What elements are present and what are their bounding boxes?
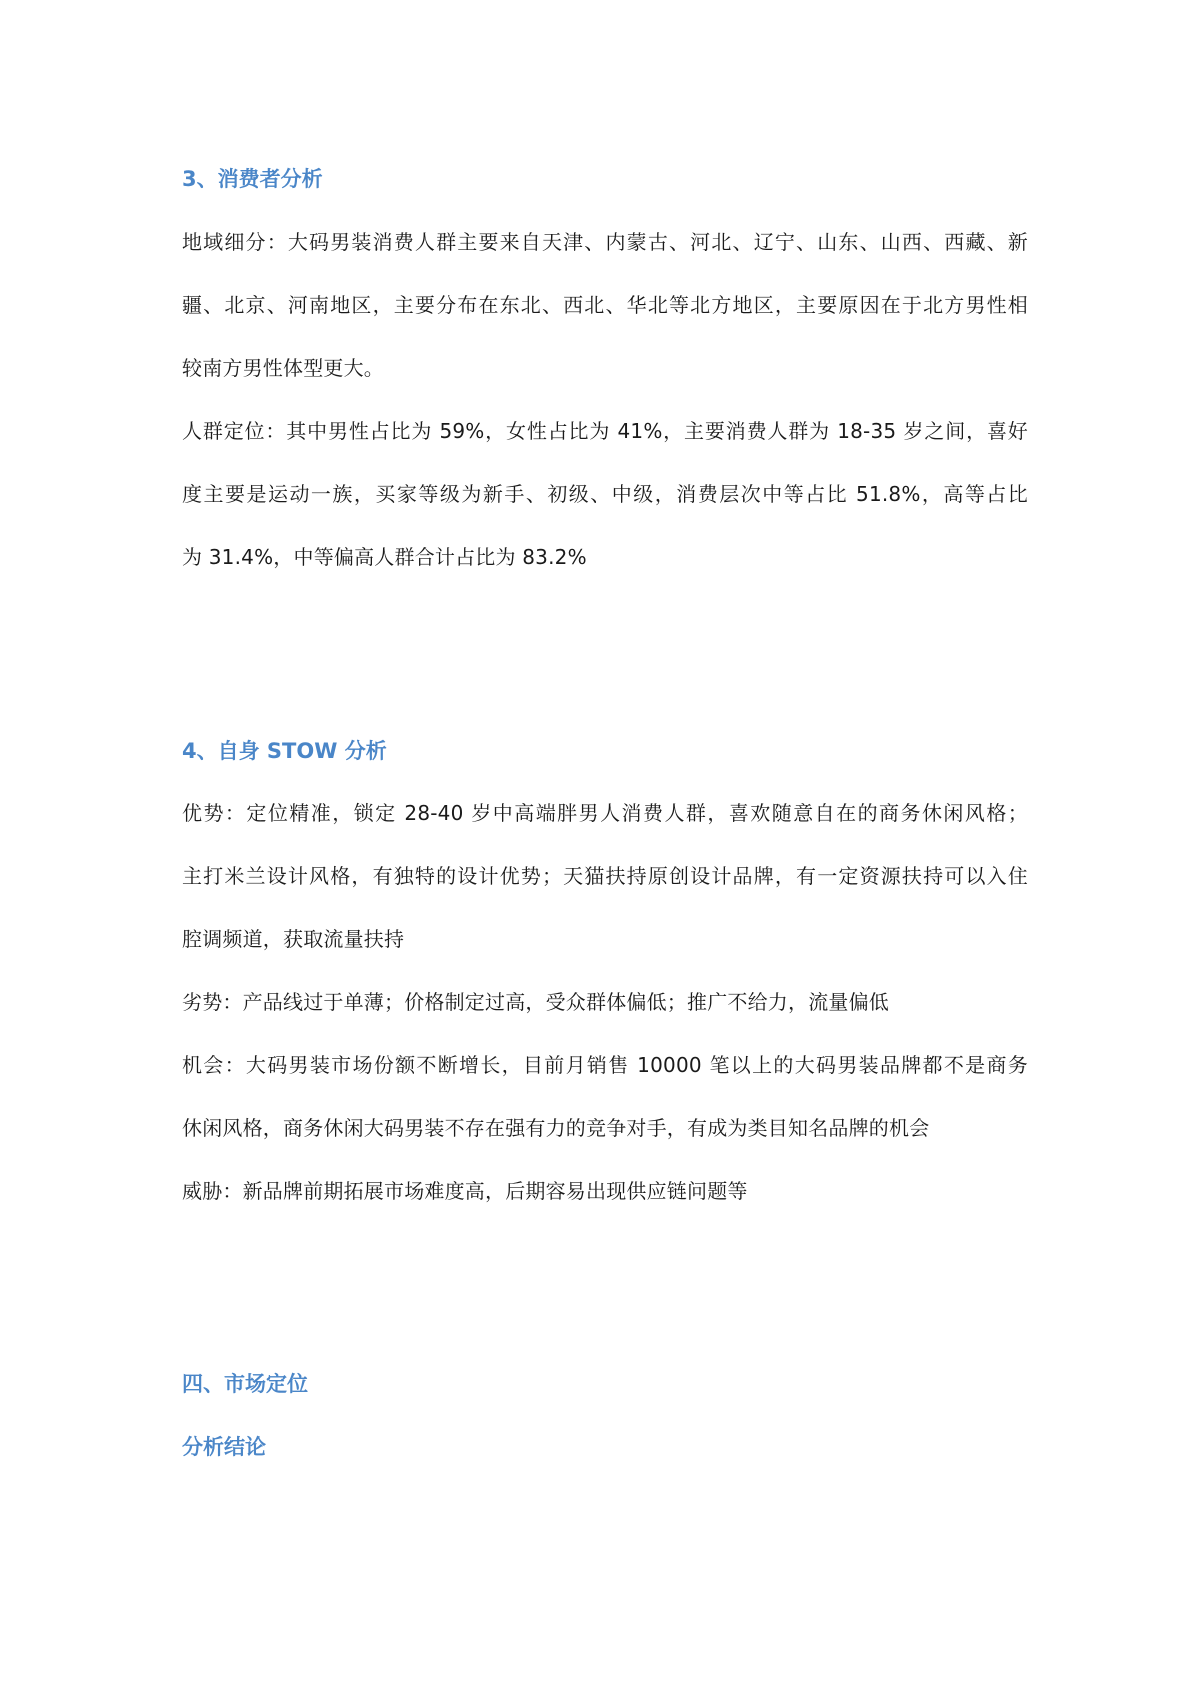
geo-line-1: 地域细分：大码男装消费人群主要来自天津、内蒙古、河北、辽宁、山东、山西、西藏、新 (182, 230, 1028, 254)
crowd-line-1: 人群定位：其中男性占比为 59%，女性占比为 41%，主要消费人群为 18-35 岁之间，喜好 (182, 419, 1028, 443)
weakness-line-1: 劣势：产品线过于单薄；价格制定过高，受众群体偏低；推广不给力，流量偏低 (182, 990, 889, 1014)
strength-paragraph (182, 782, 1028, 971)
geo-line-2: 疆、北京、河南地区，主要分布在东北、西北、华北等北方地区，主要原因在于北方男性相 (182, 293, 1028, 317)
opportunity-paragraph (182, 1034, 1028, 1160)
threat-line-1: 威胁：新品牌前期拓展市场难度高，后期容易出现供应链问题等 (182, 1179, 748, 1203)
opportunity-line-2: 休闲风格，商务休闲大码男装不存在强有力的竞争对手，有成为类目知名品牌的机会 (182, 1116, 930, 1140)
threat-paragraph (182, 1160, 1028, 1223)
section-3-heading: 3、消费者分析 (182, 167, 323, 191)
geo-line-3: 较南方男性体型更大。 (182, 356, 384, 380)
strength-line-2: 主打米兰设计风格，有独特的设计优势；天猫扶持原创设计品牌，有一定资源扶持可以入住 (182, 864, 1028, 888)
opportunity-line-1: 机会：大码男装市场份额不断增长，目前月销售 10000 笔以上的大码男装品牌都不是商务 (182, 1053, 1028, 1077)
crowd-line-2: 度主要是运动一族，买家等级为新手、初级、中级，消费层次中等占比 51.8%，高等占比 (182, 482, 1028, 506)
crowd-line-3: 为 31.4%，中等偏高人群合计占比为 83.2% (182, 545, 587, 569)
section-4-heading: 4、自身 STOW 分析 (182, 739, 387, 763)
weakness-paragraph (182, 971, 1028, 1034)
market-positioning-heading: 四、市场定位 (182, 1372, 308, 1396)
strength-line-1: 优势：定位精准，锁定 28-40 岁中高端胖男人消费人群，喜欢随意自在的商务休闲风格； (182, 801, 1028, 825)
analysis-conclusion-subheading: 分析结论 (182, 1435, 266, 1459)
strength-line-3: 腔调频道，获取流量扶持 (182, 927, 405, 951)
geo-segmentation-paragraph (182, 211, 1028, 400)
crowd-positioning-paragraph (182, 400, 1028, 589)
